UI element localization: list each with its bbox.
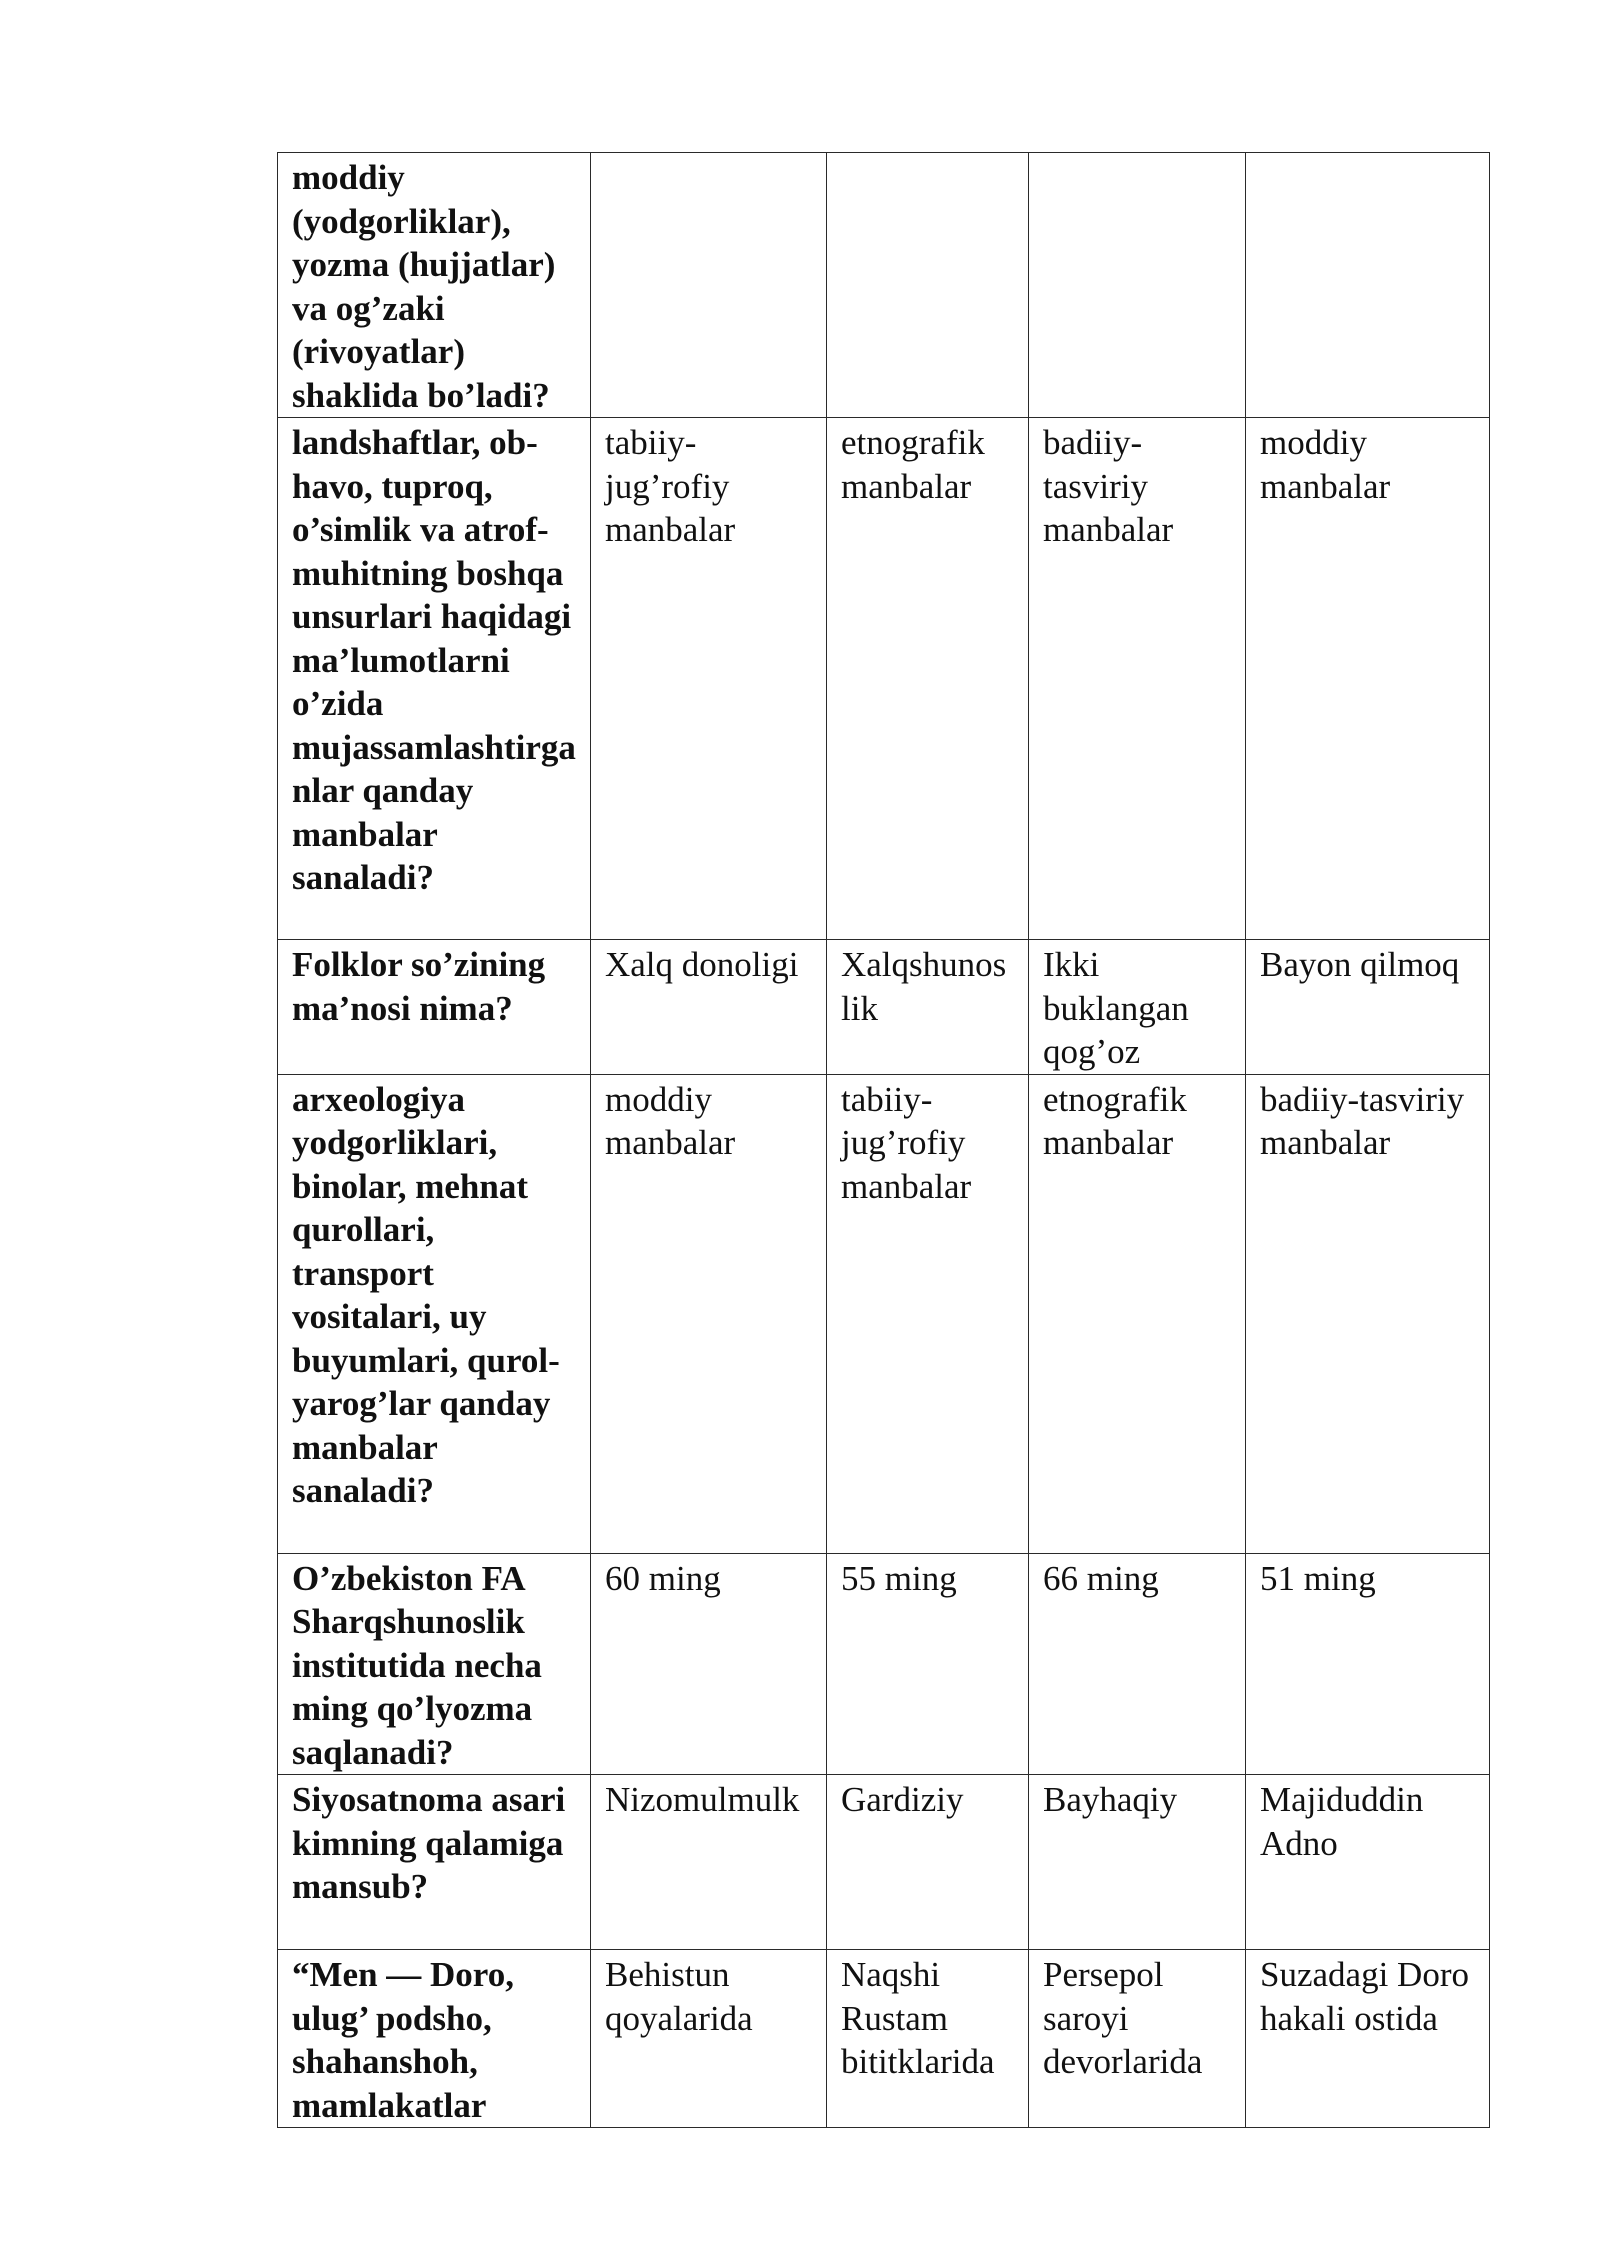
option-a-cell: [591, 153, 827, 418]
question-cell: Siyosatnoma asari kimning qalamiga mansub?: [278, 1775, 591, 1950]
option-b-cell: etnografik manbalar: [827, 418, 1029, 940]
table-row: [278, 1775, 1490, 1950]
option-c-cell: Persepol saroyi devorlarida: [1029, 1950, 1246, 2128]
question-cell: arxeologiya yodgorliklari, binolar, mehnat qurollari, transport vositalari, uy buyumlari, qurol-yarog’lar qanday manbalar sanaladi?: [278, 1074, 591, 1553]
option-a-cell: tabiiy-jug’rofiy manbalar: [591, 418, 827, 940]
option-b-cell: Xalqshunoslik: [827, 940, 1029, 1075]
question-table: [277, 152, 1490, 2128]
option-a-cell: Xalq donoligi: [591, 940, 827, 1075]
option-d-cell: 51 ming: [1246, 1553, 1490, 1775]
question-cell: O’zbekiston FA Sharqshunoslik institutida necha ming qo’lyozma saqlanadi?: [278, 1553, 591, 1775]
question-cell: landshaftlar, ob-havo, tuproq, o’simlik va atrof-muhitning boshqa unsurlari haqidagi ma’lumotlarni o’zida mujassamlashtirganlar qanday manbalar sanaladi?: [278, 418, 591, 940]
question-cell: moddiy (yodgorliklar), yozma (hujjatlar) va og’zaki (rivoyatlar) shaklida bo’ladi?: [278, 153, 591, 418]
option-d-cell: badiiy-tasviriy manbalar: [1246, 1074, 1490, 1553]
option-b-cell: Naqshi Rustam bititklarida: [827, 1950, 1029, 2128]
option-a-cell: Nizomulmulk: [591, 1775, 827, 1950]
option-d-cell: Bayon qilmoq: [1246, 940, 1490, 1075]
option-c-cell: 66 ming: [1029, 1553, 1246, 1775]
table-row: [278, 1950, 1490, 2128]
question-cell: Folklor so’zining ma’nosi nima?: [278, 940, 591, 1075]
option-d-cell: [1246, 153, 1490, 418]
question-cell: “Men — Doro, ulug’ podsho, shahanshoh, mamlakatlar: [278, 1950, 591, 2128]
option-b-cell: 55 ming: [827, 1553, 1029, 1775]
option-c-cell: badiiy-tasviriy manbalar: [1029, 418, 1246, 940]
option-c-cell: [1029, 153, 1246, 418]
option-c-cell: Bayhaqiy: [1029, 1775, 1246, 1950]
option-b-cell: [827, 153, 1029, 418]
option-d-cell: moddiy manbalar: [1246, 418, 1490, 940]
table-row: [278, 1553, 1490, 1775]
option-a-cell: moddiy manbalar: [591, 1074, 827, 1553]
option-d-cell: Majiduddin Adno: [1246, 1775, 1490, 1950]
option-a-cell: Behistun qoyalarida: [591, 1950, 827, 2128]
table-row: [278, 1074, 1490, 1553]
option-c-cell: etnografik manbalar: [1029, 1074, 1246, 1553]
option-b-cell: tabiiy-jug’rofiy manbalar: [827, 1074, 1029, 1553]
table-row: [278, 153, 1490, 418]
table-row: [278, 940, 1490, 1075]
option-c-cell: Ikki buklangan qog’oz: [1029, 940, 1246, 1075]
option-b-cell: Gardiziy: [827, 1775, 1029, 1950]
option-a-cell: 60 ming: [591, 1553, 827, 1775]
table-row: [278, 418, 1490, 940]
option-d-cell: Suzadagi Doro hakali ostida: [1246, 1950, 1490, 2128]
